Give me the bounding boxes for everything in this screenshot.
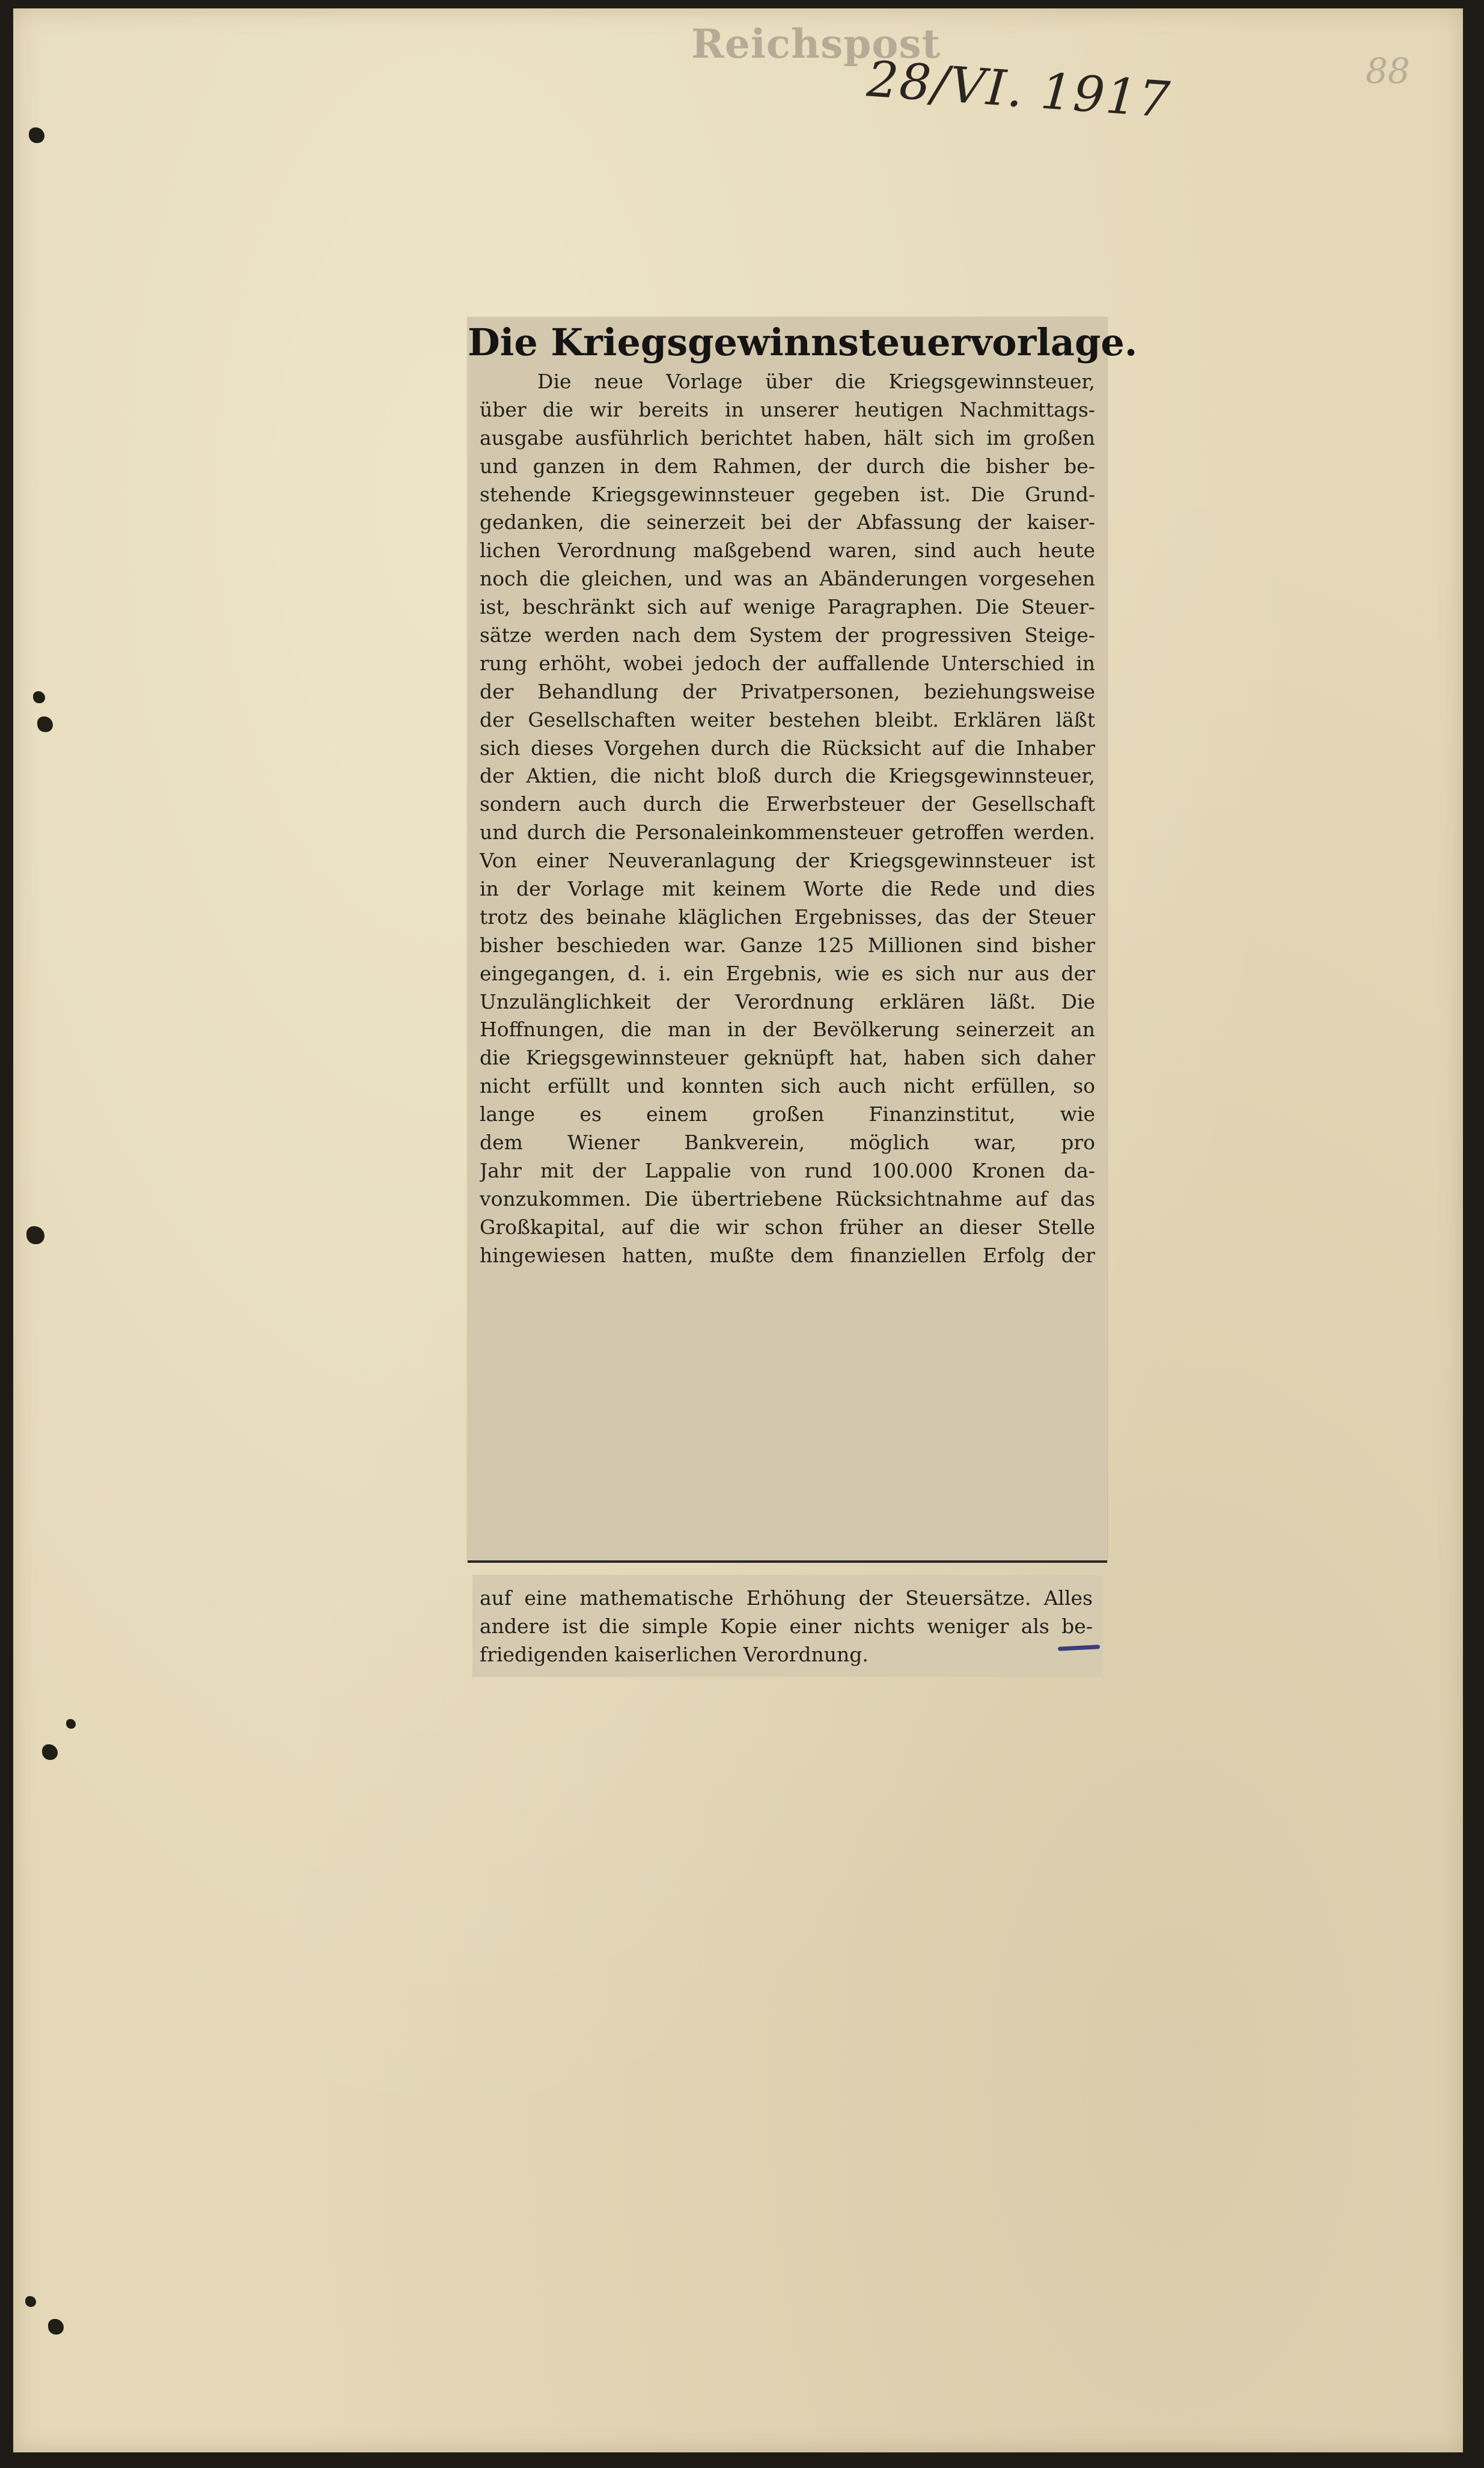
article-line: ausgabe ausführlich berichtet haben, hält sich im großen — [480, 426, 1095, 450]
handwritten-date: 28/VI. 1917 — [865, 50, 1173, 129]
column-divider — [468, 1560, 1107, 1563]
article-line: friedigenden kaiserlichen Verordnung. — [480, 1642, 869, 1666]
article-line: Jahr mit der Lappalie von rund 100.000 Kronen da- — [480, 1158, 1095, 1182]
article-line: der Behandlung der Privatpersonen, beziehungsweise — [480, 679, 1095, 703]
article-line: rung erhöht, wobei jedoch der auffallende Unterschied in — [480, 651, 1095, 675]
punch-hole-icon — [37, 716, 53, 732]
punch-hole-icon — [66, 1719, 76, 1729]
punch-hole-icon — [42, 1744, 58, 1760]
article-line: und ganzen in dem Rahmen, der durch die bisher be- — [480, 454, 1095, 478]
article-line: nicht erfüllt und konnten sich auch nicht erfüllen, so — [480, 1074, 1095, 1098]
article-line: gedanken, die seinerzeit bei der Abfassung der kaiser- — [480, 510, 1095, 534]
article-line: stehende Kriegsgewinnsteuer gegeben ist. Die Grund- — [480, 482, 1095, 506]
punch-hole-icon — [48, 2319, 64, 2335]
article-line: lichen Verordnung maßgebend waren, sind auch heute — [480, 539, 1095, 563]
article-title: Die Kriegsgewinnsteuervorlage. — [468, 320, 1138, 364]
article-line: Von einer Neuveranlagung der Kriegsgewinnsteuer ist — [480, 849, 1095, 873]
article-line: noch die gleichen, und was an Abänderungen vorgesehen — [480, 567, 1095, 591]
punch-hole-icon — [26, 1226, 44, 1244]
article-line: bisher beschieden war. Ganze 125 Millionen sind bisher — [480, 933, 1095, 957]
article-line: hingewiesen hatten, mußte dem finanziellen Erfolg der — [480, 1243, 1095, 1267]
newspaper-stamp: Reichspost — [691, 20, 941, 67]
article-line: in der Vorlage mit keinem Worte die Rede und dies — [480, 877, 1095, 901]
article-continuation — [480, 1584, 1093, 1669]
article-line: ist, beschränkt sich auf wenige Paragraphen. Die Steuer- — [480, 595, 1095, 619]
article-line: sätze werden nach dem System der progressiven Steige- — [480, 623, 1095, 647]
article-line: der Aktien, die nicht bloß durch die Kriegsgewinnsteuer, — [480, 764, 1095, 788]
punch-hole-icon — [33, 691, 45, 703]
newspaper-clipping — [468, 317, 1138, 1562]
article-line: sondern auch durch die Erwerbsteuer der Gesellschaft — [480, 792, 1095, 816]
article-line: eingegangen, d. i. ein Ergebnis, wie es sich nur aus der — [480, 961, 1095, 985]
article-line: auf eine mathematische Erhöhung der Steuersätze. Alles — [480, 1586, 1093, 1610]
article-line: sich dieses Vorgehen durch die Rücksicht auf die Inhaber — [480, 736, 1095, 760]
article-line: Die neue Vorlage über die Kriegsgewinnsteuer, — [537, 370, 1095, 393]
article-line: vonzukommen. Die übertriebene Rücksichtnahme auf das — [480, 1187, 1095, 1211]
article-line: der Gesellschaften weiter bestehen bleibt. Erklären läßt — [480, 707, 1095, 732]
article-line: und durch die Personaleinkommensteuer getroffen werden. — [480, 820, 1095, 845]
article-line: über die wir bereits in unserer heutigen Nachmittags- — [480, 397, 1095, 421]
article-body — [480, 368, 1095, 1269]
punch-hole-icon — [25, 2296, 36, 2307]
newspaper-clipping-continuation — [472, 1575, 1102, 1677]
article-line: die Kriegsgewinnsteuer geknüpft hat, haben sich daher — [480, 1046, 1095, 1070]
article-line: dem Wiener Bankverein, möglich war, pro — [480, 1131, 1095, 1155]
page-number: 88 — [1366, 50, 1410, 91]
article-line: Großkapital, auf die wir schon früher an dieser Stelle — [480, 1215, 1095, 1239]
article-line: trotz des beinahe kläglichen Ergebnisses, das der Steuer — [480, 905, 1095, 929]
article-line: Hoffnungen, die man in der Bevölkerung seinerzeit an — [480, 1018, 1095, 1042]
article-line: Unzulänglichkeit der Verordnung erklären läßt. Die — [480, 989, 1095, 1013]
article-line: andere ist die simple Kopie einer nichts weniger als be- — [480, 1614, 1093, 1638]
article-line: lange es einem großen Finanzinstitut, wie — [480, 1102, 1095, 1126]
punch-hole-icon — [29, 127, 44, 143]
